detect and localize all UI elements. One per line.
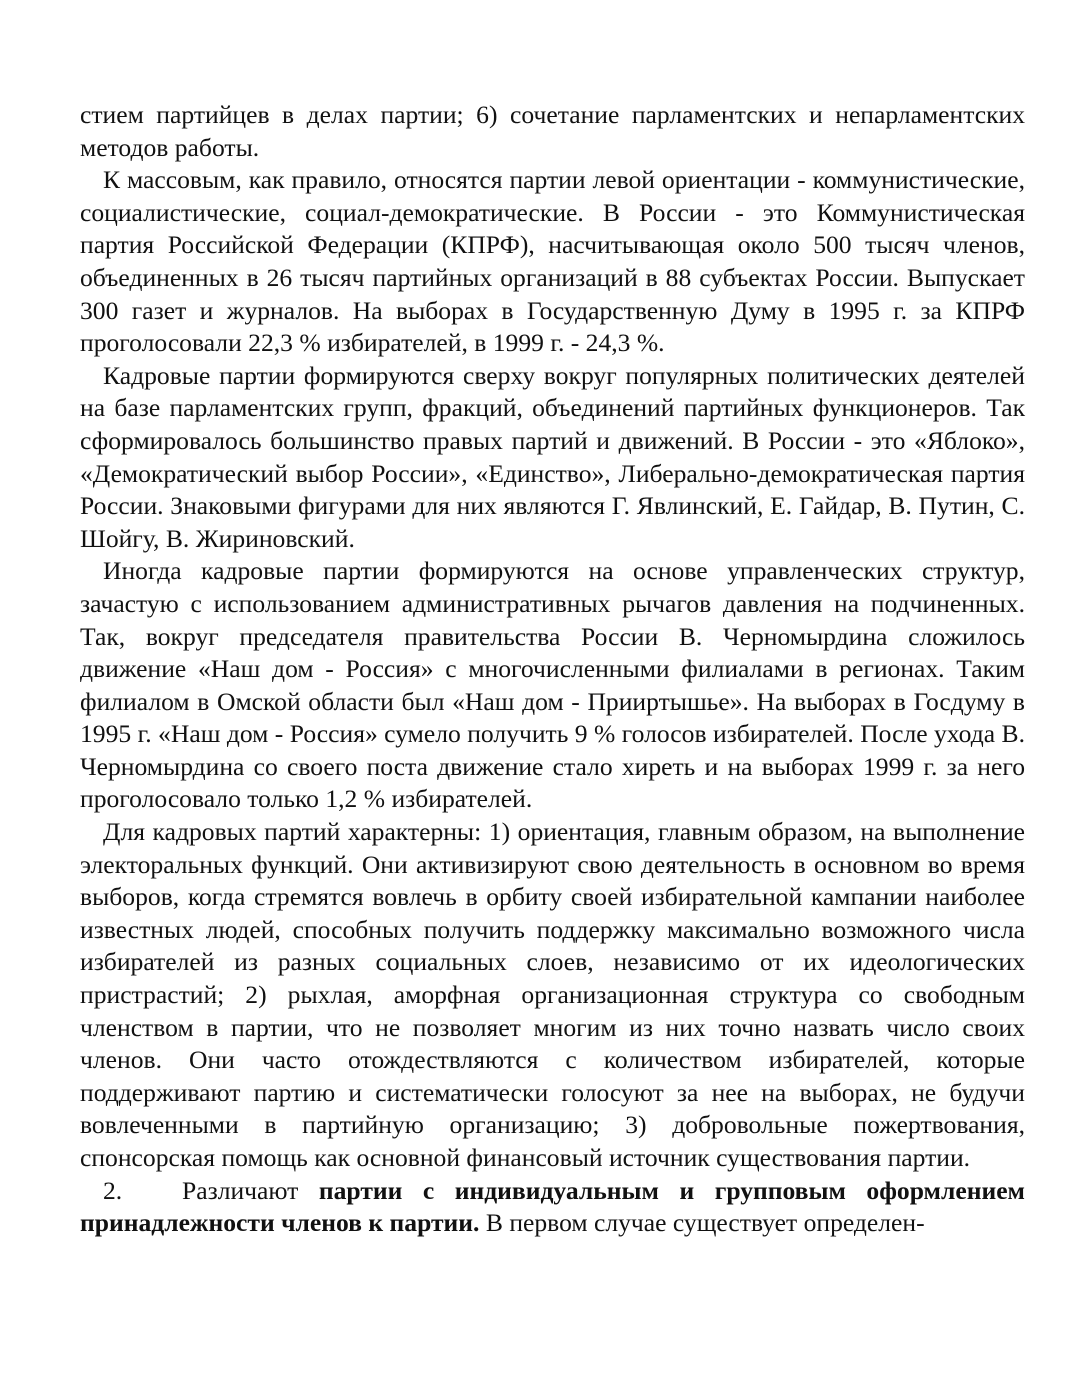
list-number: 2.: [103, 1175, 123, 1205]
document-page: [80, 99, 1025, 1240]
list-item-bold-term: партии с индивидуальным и групповым оформлением принадлежности членов к партии.: [80, 1175, 1025, 1238]
list-item-tail: В первом случае существует определен-: [479, 1208, 925, 1238]
paragraph-3: Кадровые партии формируются сверху вокруг популярных политических деятелей на базе парламентских групп, фракций, объединений партийных функционеров. Так сформировалось большинство правых партий и движений. В России - это «Яблоко», «Демократический выбор России», «Единство», Либерально-демократическая партия России. Знаковыми фигурами для них являются Г. Явлинский, Е. Гайдар, В. Путин, С. Шойгу, В. Жириновский.: [80, 360, 1025, 553]
paragraph-4: Иногда кадровые партии формируются на основе управленческих структур, зачастую с использованием административных рычагов давления на подчиненных. Так, вокруг председателя правительства России В. Черномырдина сложилось движение «Наш дом - Россия» с многочисленными филиалами в регионах. Таким филиалом в Омской области был «Наш дом - Прииртышье». На выборах в Госдуму в 1995 г. «Наш дом - Россия» сумело получить 9 % голосов избирателей. После ухода В. Черномырдина со своего поста движение стало хиреть и на выборах 1999 г. за него проголосовало только 1,2 % избирателей.: [80, 556, 1025, 814]
paragraph-5: Для кадровых партий характерны: 1) ориентация, главным образом, на выполнение электоральных функций. Они активизируют свою деятельность в основном во время выборов, когда стремятся вовлечь в орбиту своей избирательной кампании наиболее известных людей, способных получить поддержку максимально возможного числа избирателей из разных социальных слоев, независимо от их идеологических пристрастий; 2) рыхлая, аморфная организационная структура со свободным членством в партии, что не позволяет многим из них точно назвать число своих членов. Они часто отождествляются с количеством избирателей, которые поддерживают партию и систематически голосуют за нее на выборах, не будучи вовлеченными в партийную организацию; 3) добровольные пожертвования, спонсорская помощь как основной финансовый источник существования партии.: [80, 817, 1025, 1172]
list-item-2: [80, 1175, 1025, 1240]
list-item-lead: Различают: [182, 1175, 319, 1205]
paragraph-1: стием партийцев в делах партии; 6) сочетание парламентских и непарламентских методов работы.: [80, 100, 1025, 162]
paragraph-2: К массовым, как правило, относятся партии левой ориентации - коммунистические, социалистические, социал-демократические. В России - это Коммунистическая партия Российской Федерации (КПРФ), насчитывающая около 500 тысяч членов, объединенных в 26 тысяч партийных организаций в 88 субъектах России. Выпускает 300 газет и журналов. На выборах в Государственную Думу в 1995 г. за КПРФ проголосовали 22,3 % избирателей, в 1999 г. - 24,3 %.: [80, 165, 1025, 358]
